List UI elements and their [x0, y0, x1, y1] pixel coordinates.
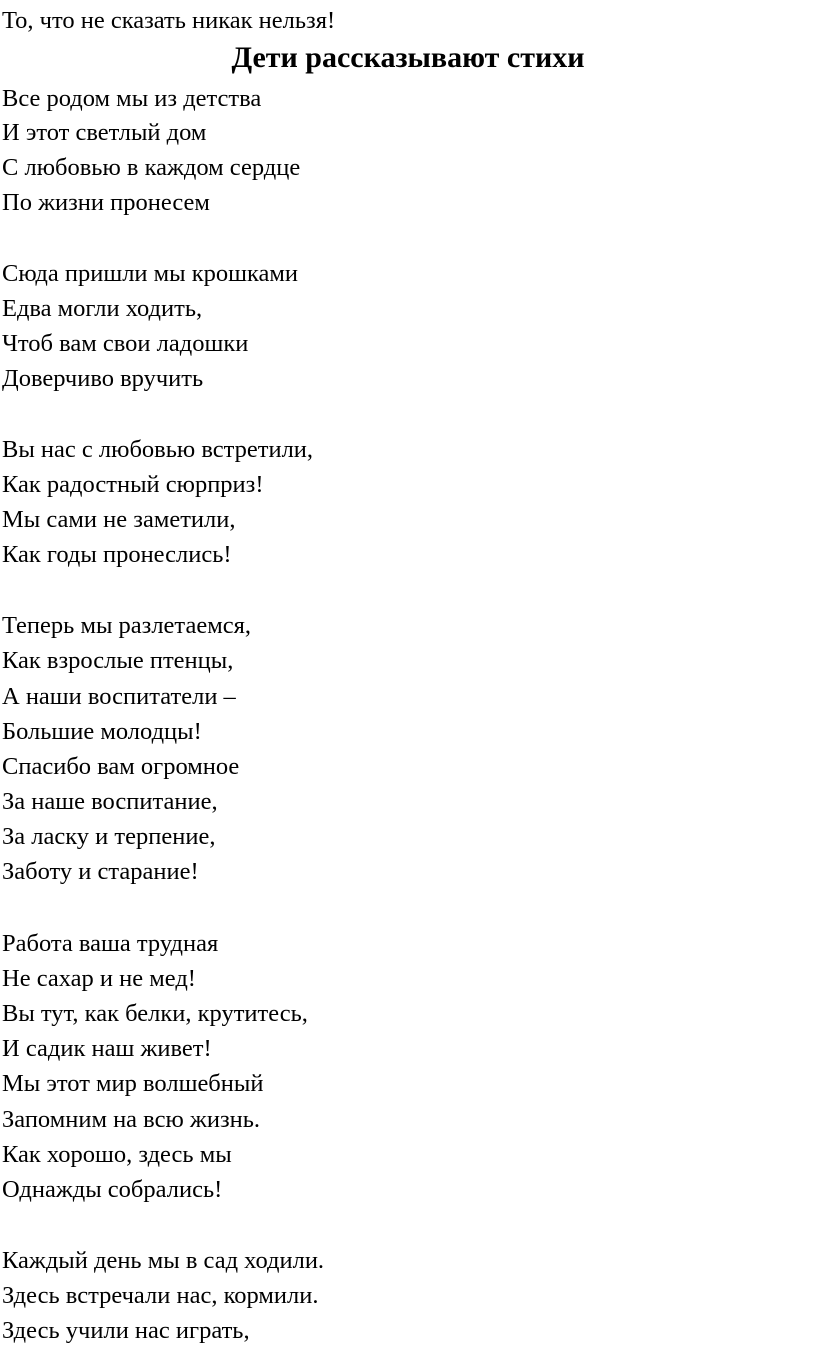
- poem-line: Как годы пронеслись!: [2, 541, 232, 568]
- intro-line: То, что не сказать никак нельзя!: [2, 7, 336, 34]
- poem-line: Запомним на всю жизнь.: [2, 1106, 261, 1133]
- poem-line: Едва могли ходить,: [2, 295, 203, 322]
- poem-line: По жизни пронесем: [2, 189, 210, 216]
- poem-line: Не сахар и не мед!: [2, 965, 196, 992]
- poem-line: Сюда пришли мы крошками: [2, 260, 299, 287]
- poem-line: Доверчиво вручить: [2, 365, 204, 392]
- poem-line: Работа ваша трудная: [2, 930, 219, 957]
- poem-line: Мы сами не заметили,: [2, 506, 236, 533]
- poem-line: За наше воспитание,: [2, 788, 218, 815]
- poem-line: Здесь встречали нас, кормили.: [2, 1282, 319, 1309]
- poem-line: Как хорошо, здесь мы: [2, 1141, 232, 1168]
- poem-line: С любовью в каждом сердце: [2, 154, 301, 181]
- poem-line: Вы нас с любовью встретили,: [2, 436, 314, 463]
- poem-line: Чтоб вам свои ладошки: [2, 330, 249, 357]
- poem-line: А наши воспитатели –: [2, 683, 236, 710]
- poem-line: Как радостный сюрприз!: [2, 471, 264, 498]
- poem-line: Спасибо вам огромное: [2, 753, 240, 780]
- poem-line: Как взрослые птенцы,: [2, 647, 234, 674]
- poem-line: Здесь учили нас играть,: [2, 1317, 250, 1344]
- poem-line: И этот светлый дом: [2, 119, 207, 146]
- poem-line: Каждый день мы в сад ходили.: [2, 1247, 325, 1274]
- poem-line: Мы этот мир волшебный: [2, 1070, 264, 1097]
- poem-line: Большие молодцы!: [2, 718, 202, 745]
- poem-line: За ласку и терпение,: [2, 823, 216, 850]
- poem-line: Заботу и старание!: [2, 858, 199, 885]
- poem-line: Вы тут, как белки, крутитесь,: [2, 1000, 308, 1027]
- poem-line: Теперь мы разлетаемся,: [2, 612, 251, 639]
- poem-heading: Дети рассказывают стихи: [231, 41, 585, 74]
- poem-line: Однажды собрались!: [2, 1176, 223, 1203]
- poem-line: Все родом мы из детства: [2, 85, 262, 112]
- poem-line: И садик наш живет!: [2, 1035, 212, 1062]
